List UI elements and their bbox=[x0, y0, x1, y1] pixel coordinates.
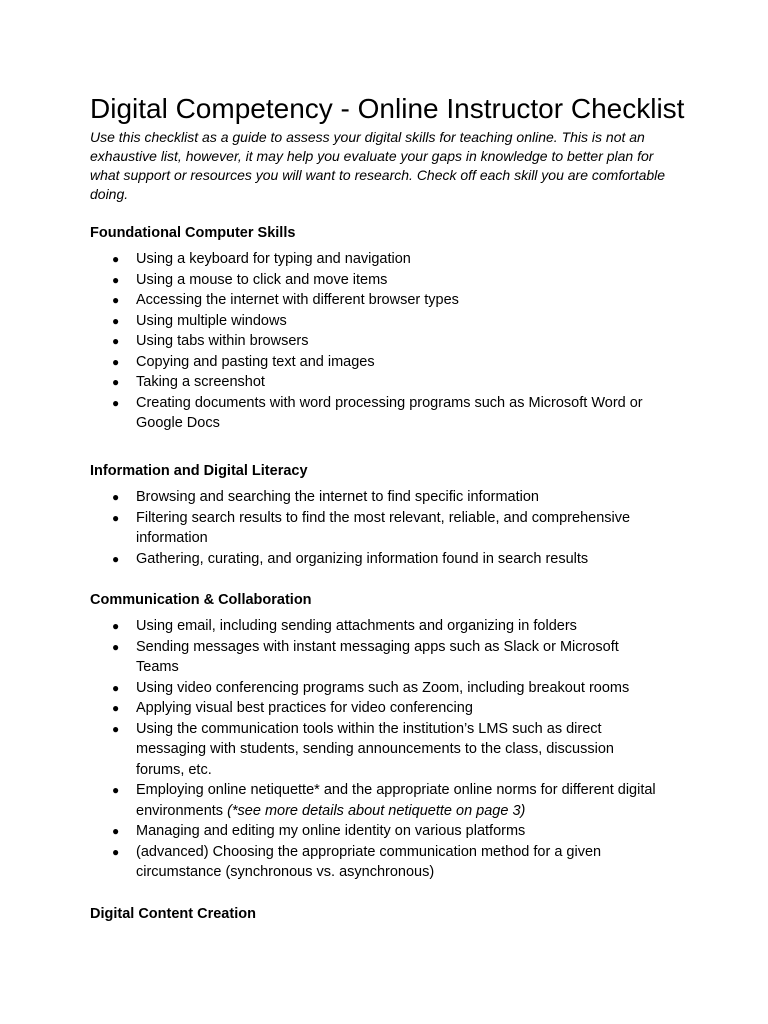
document-page bbox=[90, 92, 690, 204]
item-text: Using a keyboard for typing and navigation bbox=[136, 251, 411, 267]
bullet-icon: ● bbox=[112, 680, 120, 695]
bullet-icon: ● bbox=[112, 375, 120, 389]
item-text: Filtering search results to find the most relevant, reliable, and comprehensive information bbox=[136, 509, 631, 546]
checklist-item bbox=[90, 821, 690, 842]
checklist-item bbox=[90, 719, 690, 781]
page-title: Digital Competency - Online Instructor Checklist bbox=[90, 93, 685, 124]
checklist-item bbox=[90, 311, 690, 332]
checklist-item bbox=[90, 698, 690, 719]
bullet-icon: ● bbox=[112, 619, 120, 633]
checklist-item bbox=[90, 352, 690, 373]
bullet-icon: ● bbox=[112, 354, 120, 369]
checklist-item bbox=[90, 290, 690, 311]
bullet-icon: ● bbox=[112, 490, 120, 504]
item-text: Using a mouse to click and move items bbox=[136, 271, 388, 288]
item-text: Sending messages with instant messaging apps such as Slack or Microsoft Teams bbox=[136, 638, 619, 675]
bullet-icon: ● bbox=[112, 334, 120, 348]
checklist-item bbox=[90, 372, 690, 393]
item-text: Managing and editing my online identity on various platforms bbox=[136, 823, 526, 839]
checklist-item bbox=[90, 270, 690, 291]
checklist-item bbox=[90, 780, 690, 821]
section-information-digital-literacy bbox=[90, 461, 690, 569]
checklist-item bbox=[90, 549, 690, 570]
bullet-icon: ● bbox=[112, 824, 120, 838]
section-foundational-computer-skills bbox=[90, 223, 690, 434]
checklist bbox=[90, 487, 690, 569]
bullet-icon: ● bbox=[112, 510, 120, 525]
bullet-icon: ● bbox=[112, 783, 120, 797]
item-text: Employing online netiquette* and the appropriate online norms for different digital environments bbox=[136, 782, 656, 819]
checklist-item bbox=[90, 678, 690, 699]
item-text: Browsing and searching the internet to find specific information bbox=[136, 489, 539, 505]
bullet-icon: ● bbox=[112, 313, 120, 328]
bullet-icon: ● bbox=[112, 551, 120, 566]
section-communication-collaboration bbox=[90, 590, 690, 883]
bullet-icon: ● bbox=[112, 272, 120, 287]
section-heading: Communication & Collaboration bbox=[90, 592, 312, 608]
item-text: Using multiple windows bbox=[136, 312, 287, 329]
intro-paragraph: Use this checklist as a guide to assess your digital skills for teaching online. This is not an exhaustive list, however, it may help you evaluate your gaps in knowledge to better plan for what support or resources you will want to research. Check off each skill you are comfortable doing. bbox=[90, 129, 666, 202]
item-text: Gathering, curating, and organizing information found in search results bbox=[136, 550, 589, 567]
item-text: Applying visual best practices for video conferencing bbox=[136, 700, 473, 716]
item-text: Creating documents with word processing programs such as Microsoft Word or Google Docs bbox=[136, 394, 643, 431]
bullet-icon: ● bbox=[112, 721, 120, 736]
checklist-item bbox=[90, 331, 690, 352]
checklist-item bbox=[90, 249, 690, 270]
checklist-item bbox=[90, 487, 690, 508]
item-text: (advanced) Choosing the appropriate communication method for a given circumstance (synchronous vs. asynchronous) bbox=[136, 843, 602, 880]
checklist-item bbox=[90, 508, 690, 549]
checklist-item bbox=[90, 393, 690, 434]
section-heading: Digital Content Creation bbox=[90, 906, 256, 922]
item-text: Accessing the internet with different browser types bbox=[136, 292, 459, 308]
item-text: Using the communication tools within the institution’s LMS such as direct messaging with students, sending announcements to the class, discussion forums, etc. bbox=[136, 720, 614, 778]
item-text: Copying and pasting text and images bbox=[136, 353, 375, 370]
checklist-item bbox=[90, 637, 690, 678]
checklist bbox=[90, 616, 690, 883]
bullet-icon: ● bbox=[112, 701, 120, 715]
bullet-icon: ● bbox=[112, 639, 120, 654]
checklist bbox=[90, 249, 690, 434]
bullet-icon: ● bbox=[112, 293, 120, 307]
netiquette-note: (*see more details about netiquette on page 3) bbox=[227, 802, 526, 819]
item-text: Using video conferencing programs such as Zoom, including breakout rooms bbox=[136, 679, 630, 696]
item-text: Using tabs within browsers bbox=[136, 333, 309, 349]
item-text: Taking a screenshot bbox=[136, 374, 265, 390]
section-heading: Foundational Computer Skills bbox=[90, 225, 296, 241]
checklist-item bbox=[90, 842, 690, 883]
bullet-icon: ● bbox=[112, 844, 120, 859]
checklist-item bbox=[90, 616, 690, 637]
item-text: Using email, including sending attachments and organizing in folders bbox=[136, 618, 577, 634]
bullet-icon: ● bbox=[112, 252, 120, 266]
bullet-icon: ● bbox=[112, 395, 120, 410]
section-heading: Information and Digital Literacy bbox=[90, 463, 308, 479]
section-digital-content-creation bbox=[90, 904, 690, 924]
